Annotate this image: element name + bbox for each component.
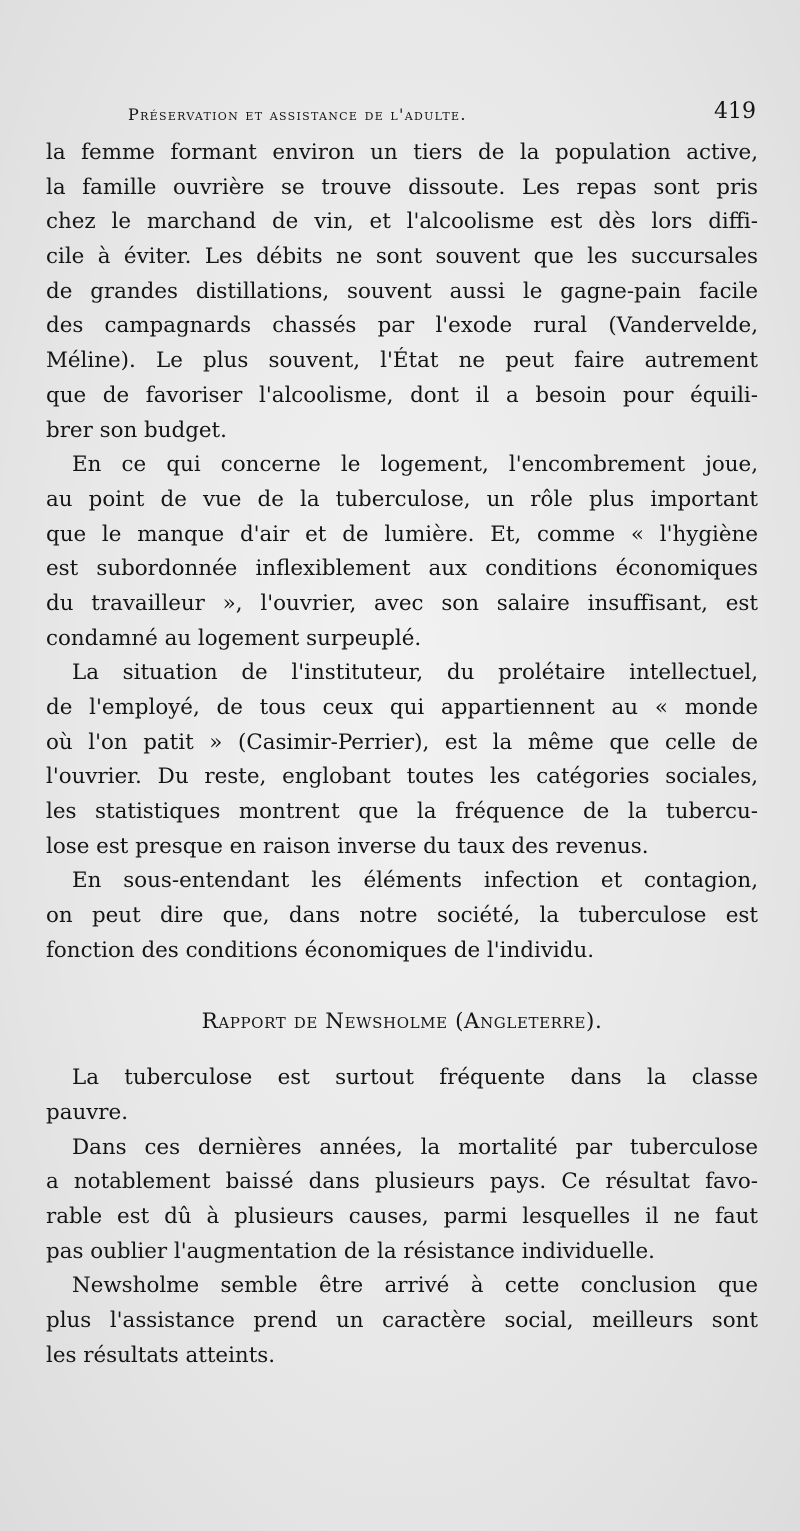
text-line: La tuberculose est surtout fréquente dans la classe	[72, 1065, 758, 1091]
text-line: condamné au logement surpeuplé.	[46, 625, 422, 651]
text-line: les statistiques montrent que la fréquence de la tubercu-	[46, 799, 758, 825]
text-line: La situation de l'instituteur, du prolétaire intellectuel,	[72, 660, 758, 686]
text-line: au point de vue de la tuberculose, un rôle plus important	[46, 486, 758, 512]
text-line: du travailleur », l'ouvrier, avec son salaire insuffisant, est	[46, 590, 758, 616]
text-line: les résultats atteints.	[46, 1342, 276, 1368]
text-line: la famille ouvrière se trouve dissoute. Les repas sont pris	[46, 174, 758, 200]
text-line: Newsholme semble être arrivé à cette conclusion que	[72, 1273, 758, 1299]
text-line: l'ouvrier. Du reste, englobant toutes les catégories sociales,	[46, 764, 758, 790]
page-header	[0, 99, 800, 129]
text-line: fonction des conditions économiques de l'individu.	[46, 937, 595, 963]
text-line: où l'on patit » (Casimir-Perrier), est la même que celle de	[46, 729, 758, 755]
text-line: on peut dire que, dans notre société, la tuberculose est	[46, 903, 758, 929]
text-line: de l'employé, de tous ceux qui appartiennent au « monde	[46, 695, 758, 720]
section-spacer	[46, 969, 758, 1005]
text-line: Dans ces dernières années, la mortalité par tuberculose	[72, 1134, 758, 1160]
text-line: plus l'assistance prend un caractère social, meilleurs sont	[46, 1308, 758, 1333]
text-line: que le manque d'air et de lumière. Et, comme « l'hygiène	[46, 521, 758, 547]
text-line: la femme formant environ un tiers de la population active,	[46, 140, 758, 165]
page-number: 419	[714, 99, 756, 124]
text-line: lose est presque en raison inverse du taux des revenus.	[46, 833, 649, 859]
text-line: cile à éviter. Les débits ne sont souvent que les succursales	[46, 244, 758, 270]
text-line: En ce qui concerne le logement, l'encombrement joue,	[72, 452, 758, 478]
text-line: chez le marchand de vin, et l'alcoolisme est dès lors diffi-	[46, 209, 758, 235]
text-line: brer son budget.	[46, 417, 227, 443]
text-line: En sous-entendant les éléments infection et contagion,	[72, 868, 758, 894]
section-title: Rapport de Newsholme (Angleterre).	[201, 1008, 603, 1034]
text-line: pas oublier l'augmentation de la résistance individuelle.	[46, 1238, 655, 1264]
text-line: pauvre.	[46, 1099, 128, 1125]
text-line: de grandes distillations, souvent aussi le gagne-pain facile	[46, 278, 758, 304]
text-line: Méline). Le plus souvent, l'État ne peut faire autrement	[46, 348, 758, 374]
text-line: des campagnards chassés par l'exode rural (Vandervelde,	[46, 313, 758, 339]
text-line: est subordonnée inflexiblement aux conditions économiques	[46, 556, 758, 582]
text-line: que de favoriser l'alcoolisme, dont il a besoin pour équili-	[46, 382, 758, 408]
text-line: rable est dû à plusieurs causes, parmi lesquelles il ne faut	[46, 1203, 758, 1229]
text-line: a notablement baissé dans plusieurs pays. Ce résultat favo-	[46, 1169, 758, 1195]
running-head: Préservation et assistance de l'adulte.	[128, 105, 467, 124]
body-text	[46, 136, 758, 1373]
